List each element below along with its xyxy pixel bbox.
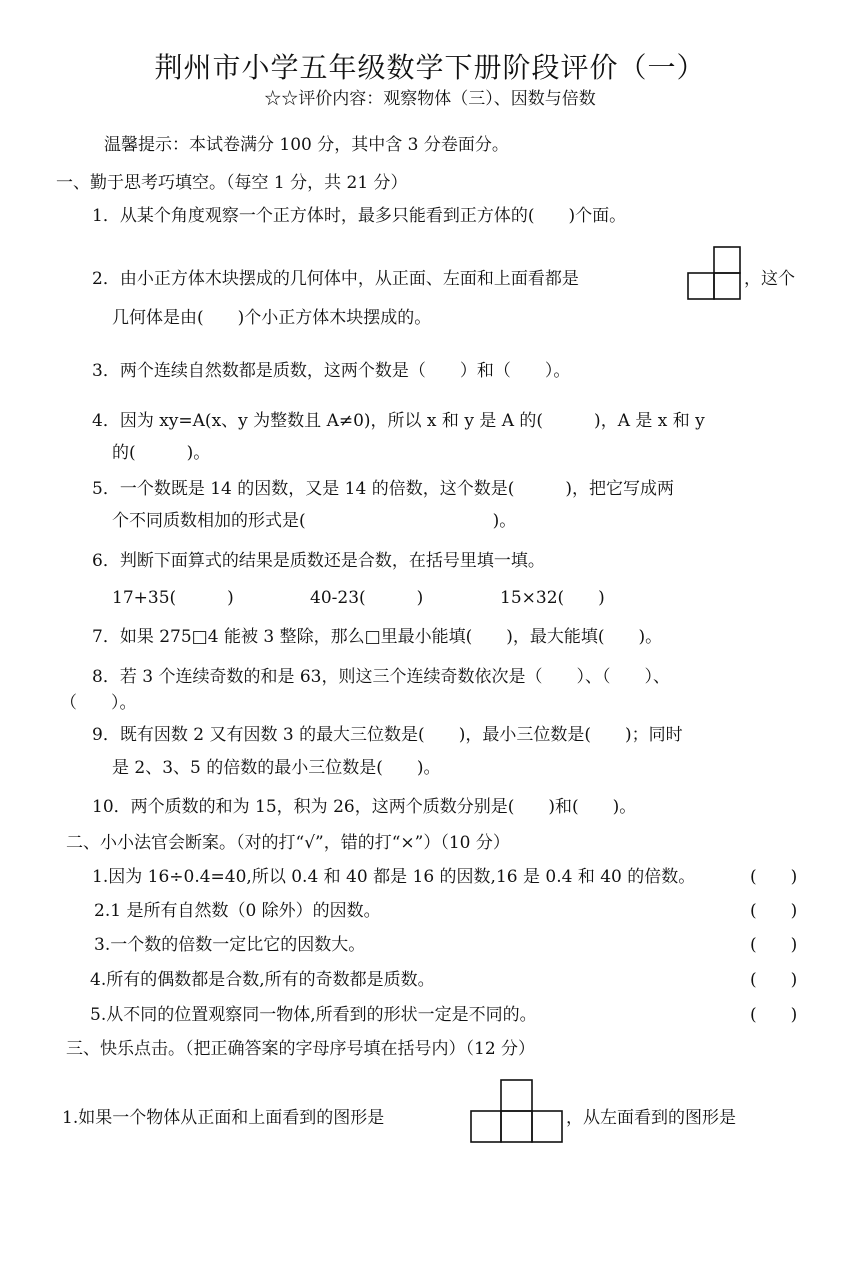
judge-item-5: 5.从不同的位置观察同一物体,所看到的形状一定是不同的。 — [90, 1005, 537, 1025]
question-1-1: 1．从某个角度观察一个正方体时，最多只能看到正方体的( )个面。 — [92, 206, 627, 226]
question-1-6-item-2: 40-23( ) — [310, 588, 424, 608]
judge-answer-2[interactable]: ( ) — [750, 901, 798, 921]
t-shape-figure — [470, 1079, 564, 1143]
section3-heading: 三、快乐点击。（把正确答案的字母序号填在括号内）（12 分） — [66, 1039, 536, 1059]
judge-answer-5[interactable]: ( ) — [750, 1005, 798, 1025]
judge-item-3: 3.一个数的倍数一定比它的因数大。 — [94, 935, 366, 955]
question-1-9-line2: 是 2、3、5 的倍数的最小三位数是( )。 — [112, 758, 441, 778]
judge-item-1: 1.因为 16÷0.4=40,所以 0.4 和 40 都是 16 的因数,16 是 0.4 和 40 的倍数。 — [92, 867, 696, 887]
question-1-8-line1: 8．若 3 个连续奇数的和是 63，则这三个连续奇数依次是（ ）、（ ）、 — [92, 667, 670, 687]
question-1-6: 6．判断下面算式的结果是质数还是合数，在括号里填一填。 — [92, 551, 545, 571]
judge-item-4: 4.所有的偶数都是合数,所有的奇数都是质数。 — [90, 970, 435, 990]
question-1-9-line1: 9．既有因数 2 又有因数 3 的最大三位数是( )，最小三位数是( )；同时 — [92, 725, 683, 745]
judge-item-2: 2.1 是所有自然数（0 除外）的因数。 — [94, 901, 381, 921]
question-1-3: 3．两个连续自然数都是质数，这两个数是（ ）和（ ）。 — [92, 361, 571, 381]
question-3-1-part1: 1.如果一个物体从正面和上面看到的图形是 — [62, 1108, 385, 1128]
page-title: 荆州市小学五年级数学下册阶段评价（一） — [154, 51, 706, 84]
question-1-6-item-3: 15×32( ) — [500, 588, 605, 608]
page-subtitle: ☆☆评价内容：观察物体（三）、因数与倍数 — [264, 89, 596, 109]
question-1-8-line2: （ ）。 — [60, 693, 137, 713]
question-1-2-line2: 几何体是由( )个小正方体木块摆成的。 — [112, 308, 432, 328]
section1-heading: 一、勤于思考巧填空。（每空 1 分，共 21 分） — [56, 173, 408, 193]
judge-answer-1[interactable]: ( ) — [750, 867, 798, 887]
judge-answer-3[interactable]: ( ) — [750, 935, 798, 955]
question-3-1-part2: ，从左面看到的图形是 — [566, 1108, 736, 1128]
tip-text: 温馨提示：本试卷满分 100 分，其中含 3 分卷面分。 — [104, 135, 509, 155]
question-1-6-item-1: 17+35( ) — [112, 588, 234, 608]
question-1-5-line2: 个不同质数相加的形式是( )。 — [112, 511, 517, 531]
question-1-2-line1: 2．由小正方体木块摆成的几何体中，从正面、左面和上面看都是 — [92, 269, 579, 289]
question-1-5-line1: 5．一个数既是 14 的因数，又是 14 的倍数，这个数是( )，把它写成两 — [92, 479, 674, 499]
question-1-4-line2: 的( )。 — [112, 443, 211, 463]
question-1-10: 10．两个质数的和为 15，积为 26，这两个质数分别是( )和( )。 — [92, 797, 637, 817]
judge-answer-4[interactable]: ( ) — [750, 970, 798, 990]
section2-heading: 二、小小法官会断案。（对的打“√”，错的打“×”）（10 分） — [66, 833, 510, 853]
question-1-2-suffix: ，这个 — [744, 269, 795, 289]
question-1-4-line1: 4．因为 xy=A(x、y 为整数且 A≠0)，所以 x 和 y 是 A 的( )，A 是 x 和 y — [92, 411, 705, 431]
question-1-7: 7．如果 275□4 能被 3 整除，那么□里最小能填( )，最大能填( )。 — [92, 627, 663, 647]
l-shape-figure — [686, 246, 742, 300]
